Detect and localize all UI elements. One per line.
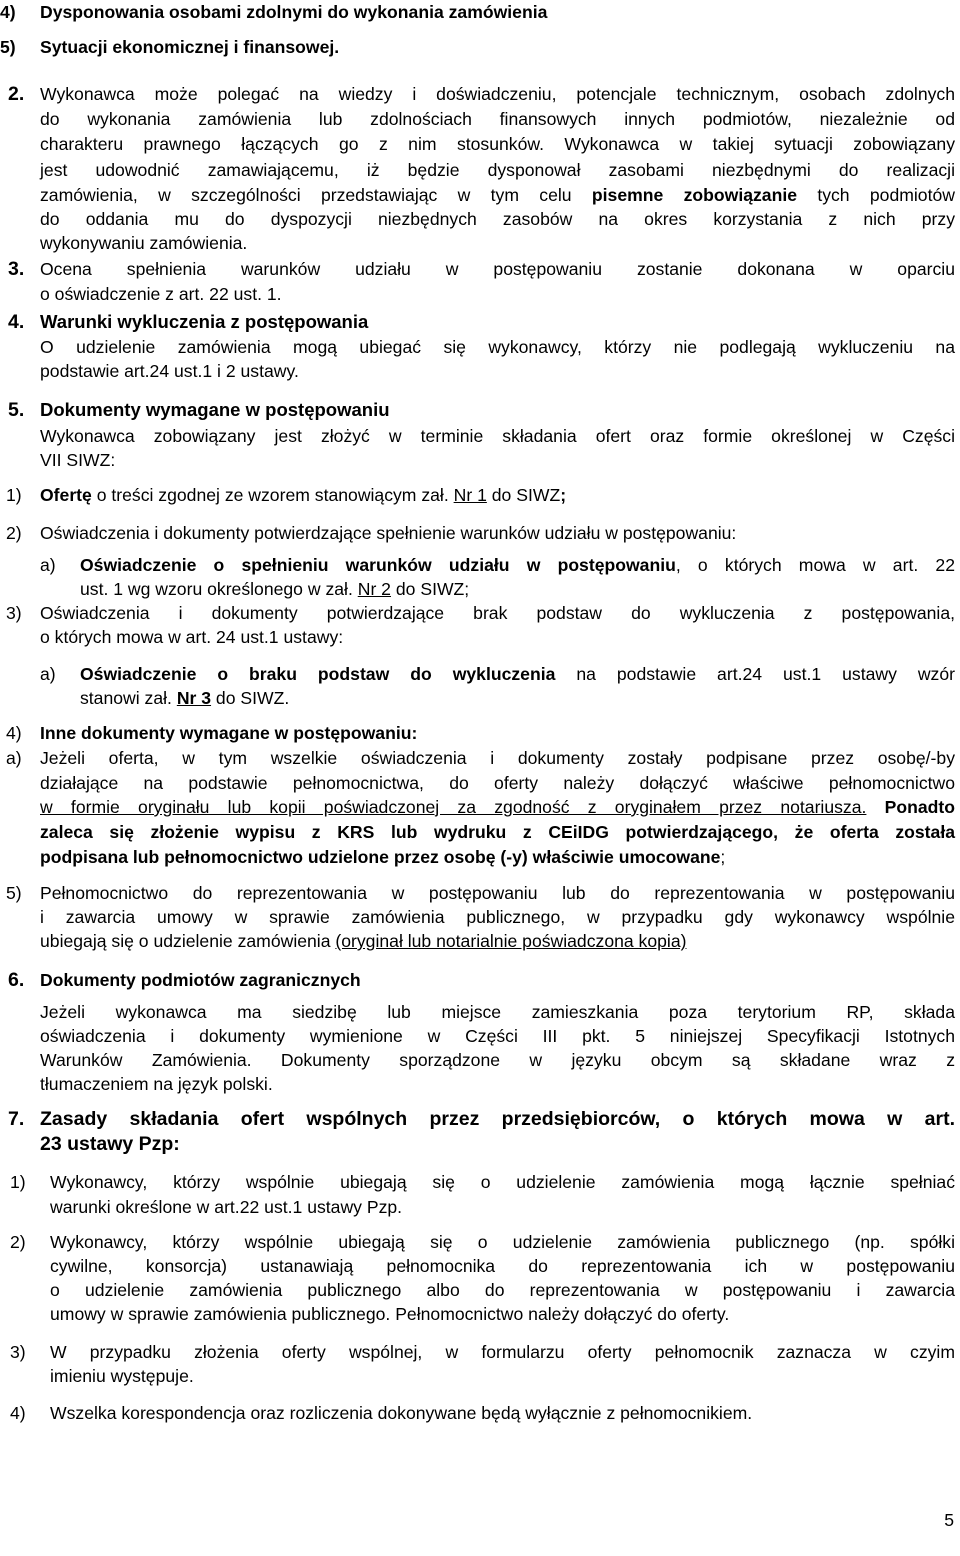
list-item [0,35,340,59]
underlined-text: Nr 3 [176,688,212,708]
text-run: ubiegają się o udzielenie zamówienia [40,931,336,951]
underlined-text: Nr 2 [357,579,391,599]
item-number: 3) [6,603,22,623]
item-number: 3) [10,1342,26,1362]
paragraph-line: Pełnomocnictwo do reprezentowania w postępowaniu lub do reprezentowania w postępowaniu [40,883,955,903]
item-number: 5) [6,883,22,903]
paragraph-line: wykonywaniu zamówienia. [40,233,248,253]
text-run: ust. 1 wg wzoru określonego w zał. [80,579,358,599]
item-number: 4) [0,2,16,22]
item-number: a) [6,748,22,768]
bold-text: Oświadczenie o braku podstaw do wykluczenia [80,664,556,684]
paragraph-line: umowy w sprawie zamówienia publicznego. Pełnomocnictwo należy dołączyć do oferty. [50,1304,730,1324]
paragraph-line: Wykonawca może polegać na wiedzy i doświadczeniu, potencjale technicznym, osobach zdolnych [40,84,955,104]
paragraph-line: i zawarcia umowy w sprawie zamówienia publicznego, w przypadku gdy wykonawcy wspólnie [40,907,955,927]
section-number: 2. [8,83,25,105]
list-item [80,553,955,577]
paragraph-line: Jeżeli wykonawca ma siedzibę lub miejsce zamieszkania poza terytorium RP, składa [40,1002,955,1022]
list-item-cont: o których mowa w art. 24 ust.1 ustawy: [40,627,344,647]
list-item-cont [80,577,469,601]
bold-text: Ofertę [40,485,92,505]
paragraph-line: oświadczenia i dokumenty wymienione w Części III pkt. 5 niniejszej Specyfikacji Istotnych [40,1026,955,1046]
paragraph-line: do wykonania zamówienia lub zdolnościach finansowych innych podmiotów, niezależnie od [40,109,955,129]
paragraph-line: VII SIWZ: [40,450,116,470]
paragraph-line: o oświadczenie z art. 22 ust. 1. [40,284,282,304]
paragraph-line: o udzielenie zamówienia publicznego albo do reprezentowania w postępowaniu i zawarcia [50,1280,955,1300]
section-title: Dokumenty podmiotów zagranicznych [40,970,361,990]
paragraph-line: Wykonawcy, którzy wspólnie ubiegają się o udzielenie zamówienia publicznego (np. spółki [50,1232,955,1252]
paragraph-line: jest udowodnić zamawiającemu, iż będzie dysponował zasobami niezbędnymi do realizacji [40,160,955,180]
item-number: a) [40,555,56,575]
subsection-title: Inne dokumenty wymagane w postępowaniu: [40,723,418,743]
section-title: Warunki wykluczenia z postępowania [40,311,369,332]
section-number: 4. [8,311,25,333]
paragraph-line: imieniu występuje. [50,1366,194,1386]
paragraph-line: W przypadku złożenia oferty wspólnej, w formularzu oferty pełnomocnik zaznacza w czyim [50,1342,955,1362]
section-number: 6. [8,969,25,991]
list-item: Oświadczenia i dokumenty potwierdzające brak podstaw do wykluczenia z postępowania, [40,603,955,623]
underlined-text: w formie oryginału lub kopii poświadczonej za zgodność z oryginałem przez notariusza. [40,797,867,817]
paragraph-line [40,795,955,819]
bold-text: podpisana lub pełnomocnictwo udzielone przez osobę (-y) właściwie umocowane [40,847,721,867]
item-text: Dysponowania osobami zdolnymi do wykonania zamówienia [40,2,548,22]
section-number: 5. [8,399,25,421]
text-run: zamówienia, w szczególności przedstawiając w tym celu [40,185,592,205]
paragraph-line [40,183,955,207]
item-number: 2) [10,1232,26,1252]
list-item [0,0,548,24]
list-item-cont [80,686,289,710]
paragraph-line: tłumaczeniem na język polski. [40,1074,273,1094]
text-run: ; [560,485,567,505]
underlined-text: Nr 1 [453,485,487,505]
item-number: 1) [6,485,22,505]
item-number: a) [40,664,56,684]
list-item [80,662,955,686]
section-number: 3. [8,258,25,280]
text-run: do SIWZ; [390,579,470,599]
paragraph-line: Warunków Zamówienia. Dokumenty sporządzone w języku obcym są składane wraz z [40,1050,955,1070]
text-run: tych podmiotów [797,185,955,205]
item-number: 2) [6,523,22,543]
item-number: 4) [6,723,22,743]
paragraph-line: Ocena spełnienia warunków udziału w postępowaniu zostanie dokonana w oparciu [40,259,955,279]
paragraph-line: O udzielenie zamówienia mogą ubiegać się wykonawcy, którzy nie podlegają wykluczeniu na [40,337,955,357]
list-item [40,483,566,507]
bold-text: pisemne zobowiązanie [591,185,797,205]
section-title-cont: 23 ustawy Pzp: [40,1133,180,1155]
paragraph-line: Wszelka korespondencja oraz rozliczenia dokonywane będą wyłącznie z pełnomocnikiem. [50,1403,753,1423]
item-number: 4) [10,1403,26,1423]
section-title: Zasady składania ofert wspólnych przez przedsiębiorców, o których mowa w art. [40,1108,955,1130]
bold-text: Oświadczenie o spełnieniu warunków udziału w postępowaniu [80,555,676,575]
text-run: o treści zgodnej ze wzorem stanowiącym zał. [91,485,454,505]
paragraph-line: warunki określone w art.22 ust.1 ustawy Pzp. [50,1197,403,1217]
item-number: 1) [10,1172,26,1192]
paragraph-line: podstawie art.24 ust.1 i 2 ustawy. [40,361,299,381]
bold-text: Ponadto [866,797,956,817]
paragraph-line: Wykonawca zobowiązany jest złożyć w terminie składania ofert oraz formie określonej w Części [40,426,955,446]
paragraph-line [40,929,686,953]
paragraph-line: do oddania mu do dyspozycji niezbędnych zasobów na okres korzystania z nich przy [40,209,955,229]
text-run: do SIWZ [486,485,561,505]
item-number: 5) [0,37,16,57]
paragraph-line: Jeżeli oferta, w tym wszelkie oświadczenia i dokumenty zostały podpisane przez osobę/-by [40,748,955,768]
paragraph-line [40,845,725,869]
page-number: 5 [944,1510,954,1530]
text-run: stanowi zał. [80,688,177,708]
paragraph-line: Wykonawcy, którzy wspólnie ubiegają się o udzielenie zamówienia mogą łącznie spełniać [50,1172,955,1192]
item-text: Sytuacji ekonomicznej i finansowej. [40,37,340,57]
text-run: , o których mowa w art. 22 [675,555,955,575]
paragraph-line: cywilne, konsorcja) ustanawiają pełnomocnika do reprezentowania ich w postępowaniu [50,1256,955,1276]
section-number: 7. [8,1108,25,1130]
section-title: Dokumenty wymagane w postępowaniu [40,399,390,420]
paragraph-line: charakteru prawnego łączących go z nim stosunków. Wykonawca w takiej sytuacji zobowiązany [40,134,955,154]
text-run: do SIWZ. [211,688,290,708]
text-run: ; [720,847,726,867]
paragraph-line: zaleca się złożenie wypisu z KRS lub wydruku z CEiIDG potwierdzającego, że oferta została [40,822,955,842]
paragraph-line: działające na podstawie pełnomocnictwa, do oferty należy dołączyć właściwe pełnomocnictwo [40,773,955,793]
list-item: Oświadczenia i dokumenty potwierdzające spełnienie warunków udziału w postępowaniu: [40,523,737,543]
text-run: na podstawie art.24 ust.1 ustawy wzór [555,664,955,684]
underlined-text: (oryginał lub notarialnie poświadczona kopia) [335,931,687,951]
